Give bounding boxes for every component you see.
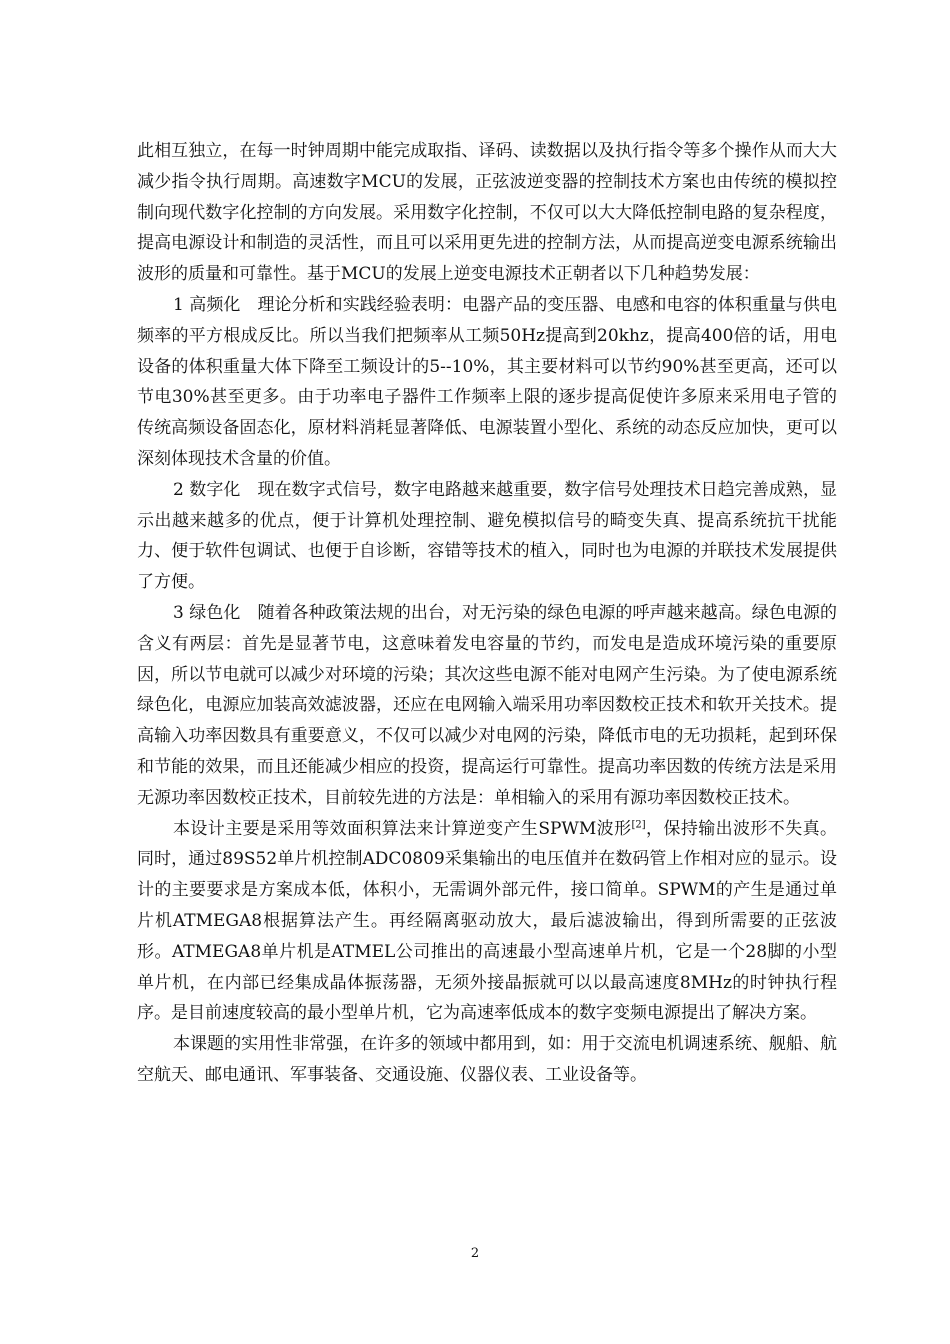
page-number: 2: [470, 1246, 480, 1261]
paragraph-high-frequency: 1 高频化 理论分析和实践经验表明：电器产品的变压器、电感和电容的体积重量与供电频率的平方根成反比。所以当我们把频率从工频50Hz提高到20khz，提高400倍的话，用电设备的体积重量大体下降至工频设计的5--10%，其主要材料可以节约90%甚至更高，还可以节电30%甚至更多。由于功率电子器件工作频率上限的逐步提高促使许多原来采用电子管的传统高频设备固态化，原材料消耗显著降低、电源装置小型化、系统的动态反应加快，更可以深刻体现技术含量的价值。: [137, 294, 837, 469]
paragraph-applications: 本课题的实用性非常强，在许多的领域中都用到，如：用于交流电机调速系统、舰船、航空航天、邮电通讯、军事装备、交通设施、仪器仪表、工业设备等。: [137, 1034, 837, 1085]
body-text: [137, 136, 837, 1091]
paragraph-design-text-a: 本设计主要是采用等效面积算法来计算逆变产生SPWM波形: [173, 818, 632, 839]
paragraph-green: 3 绿色化 随着各种政策法规的出台，对无污染的绿色电源的呼声越来越高。绿色电源的含义有两层：首先是显著节电，这意味着发电容量的节约，而发电是造成环境污染的重要原因，所以节电就可以减少对环境的污染；其次这些电源不能对电网产生污染。为了使电源系统绿色化，电源应加装高效滤波器，还应在电网输入端采用功率因数校正技术和软开关技术。提高输入功率因数具有重要意义，不仅可以减少对电网的污染，降低市电的无功损耗，起到环保和节能的效果，而且还能减少相应的投资，提高运行可靠性。提高功率因数的传统方法是采用无源功率因数校正技术，目前较先进的方法是：单相输入的采用有源功率因数校正技术。: [137, 602, 837, 808]
paragraph-design: [137, 814, 837, 1030]
paragraph-continuation: 此相互独立，在每一时钟周期中能完成取指、译码、读数据以及执行指令等多个操作从而大大减少指令执行周期。高速数字MCU的发展，正弦波逆变器的控制技术方案也由传统的模拟控制向现代数字化控制的方向发展。采用数字化控制，不仅可以大大降低控制电路的复杂程度，提高电源设计和制造的灵活性，而且可以采用更先进的控制方法，从而提高逆变电源系统输出波形的质量和可靠性。基于MCU的发展上逆变电源技术正朝者以下几种趋势发展：: [137, 141, 837, 285]
paragraph-design-text-b: ，保持输出波形不失真。同时，通过89S52单片机控制ADC0809采集输出的电压值并在数码管上作相对应的显示。设计的主要要求是方案成本低，体积小，无需调外部元件，接口简单。SPWM的产生是通过单片机ATMEGA8根据算法产生。再经隔离驱动放大，最后滤波输出，得到所需要的正弦波形。ATMEGA8单片机是ATMEL公司推出的高速最小型高速单片机，它是一个28脚的小型单片机，在内部已经集成晶体振荡器，无须外接晶振就可以以最高速度8MHz的时钟执行程序。是目前速度较高的最小型单片机，它为高速率低成本的数字变频电源提出了解决方案。: [137, 818, 837, 1024]
paragraph-digitalization: 2 数字化 现在数字式信号，数字电路越来越重要，数字信号处理技术日趋完善成熟，显示出越来越多的优点，便于计算机处理控制、避免模拟信号的畸变失真、提高系统抗干扰能力、便于软件包调试、也便于自诊断，容错等技术的植入，同时也为电源的并联技术发展提供了方便。: [137, 479, 837, 593]
citation-marker: [2]: [631, 818, 646, 830]
